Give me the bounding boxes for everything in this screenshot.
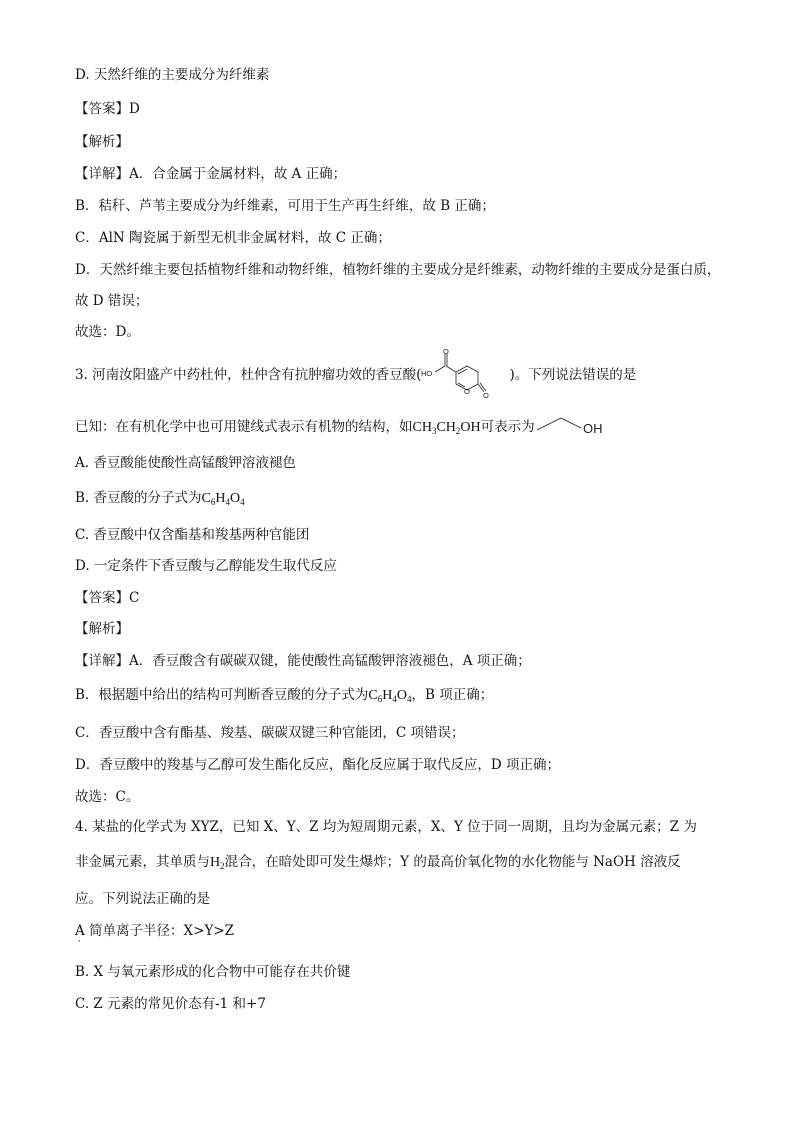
option-c-q4: C. Z 元素的常见价态有-1 和+7	[75, 996, 266, 1012]
h2-formula: $H_2$	[210, 855, 225, 871]
detail-q3-line-1: 【详解】A．香豆酸含有碳碳双键，能使酸性高锰酸钾溶液褪色，A 项正确；	[75, 653, 531, 669]
answer-label-q2: 【答案】D	[75, 101, 140, 117]
known-text-a: 已知：在有机化学中也可用键线式表示有机物的结构，如	[75, 419, 413, 435]
structure-ho: HO	[421, 369, 433, 378]
coumaric-formula-detail: $C_6H_4O_4$	[368, 688, 412, 704]
detail-q3-line-2: B．根据题中给出的结构可判断香豆酸的分子式为$C_6H_4O_4$，B 项正确；	[75, 687, 494, 704]
question-3	[75, 347, 637, 400]
option-b-q3: B. 香豆酸的分子式为$C_6H_4O_4$	[75, 490, 245, 507]
analysis-label-q2: 【解析】	[75, 134, 129, 150]
option-d-q3: D. 一定条件下香豆酸与乙醇能发生取代反应	[75, 558, 337, 574]
question-3-text-a: 3. 河南汝阳盛产中药杜仲，杜仲含有抗肿瘤功效的香豆酸(	[75, 367, 422, 383]
answer-label-q3: 【答案】C	[75, 590, 140, 606]
structure-o-keto: O	[483, 391, 490, 400]
known-line	[75, 418, 609, 437]
coumaric-acid-svg	[421, 347, 509, 400]
skeletal-oh: OH	[582, 421, 603, 436]
detail-line-1: 【详解】A．合金属于金属材料，故 A 正确；	[75, 166, 347, 182]
ethanol-skeletal-structure	[535, 418, 609, 436]
structure-o-ring: O	[464, 387, 471, 396]
detail-line-5: 故 D 错误；	[75, 293, 149, 309]
detail-line-2: B．秸秆、芦苇主要成分为纤维素，可用于生产再生纤维，故 B 正确；	[75, 198, 495, 214]
ethanol-formula: $CH_3CH_2OH$	[412, 420, 481, 436]
ethanol-skeletal-svg	[535, 416, 609, 440]
option-a-q4-dot: ·	[78, 937, 81, 947]
structure-o-top: O	[443, 347, 450, 356]
option-b-q4: B. X 与氧元素形成的化合物中可能存在共价键	[75, 964, 351, 980]
question-4-line-1: 4. 某盐的化学式为 XYZ，已知 X、Y、Z 均为短周期元素，X、Y 位于同一周期，且均为金属元素；Z 为	[75, 819, 697, 835]
coumaric-acid-structure	[421, 347, 509, 400]
detail-q3-line-4: D．香豆酸中的羧基与乙醇可发生酯化反应，酯化反应属于取代反应，D 项正确；	[75, 757, 560, 773]
choose-line-q2: 故选：D。	[75, 324, 140, 340]
detail-q3-line-3: C．香豆酸中含有酯基、羧基、碳碳双键三种官能团，C 项错误；	[75, 725, 465, 741]
option-a-q4: A 简单离子半径：X>Y>Z	[75, 923, 235, 939]
known-text-b: 可表示为	[480, 419, 535, 435]
question-3-text-b: )。下列说法错误的是	[509, 367, 637, 383]
detail-line-4: D．天然纤维主要包括植物纤维和动物纤维，植物纤维的主要成分是纤维素，动物纤维的主要成分是蛋白质，	[75, 262, 721, 278]
option-c-q3: C. 香豆酸中仅含酯基和羧基两种官能团	[75, 527, 310, 543]
coumaric-formula-option: $C_6H_4O_4$	[201, 491, 245, 507]
question-4-line-3: 应。下列说法正确的是	[75, 891, 210, 907]
analysis-label-q3: 【解析】	[75, 621, 129, 637]
question-4-line-2: 非金属元素，其单质与$H_2$混合，在暗处即可发生爆炸；Y 的最高价氧化物的水化物能与 NaOH 溶液反	[75, 854, 681, 871]
detail-line-3: C．AlN 陶瓷属于新型无机非金属材料，故 C 正确；	[75, 230, 391, 246]
option-d-q2: D. 天然纤维的主要成分为纤维素	[75, 67, 270, 83]
option-a-q3: A. 香豆酸能使酸性高锰酸钾溶液褪色	[75, 455, 296, 471]
choose-line-q3: 故选：C。	[75, 789, 140, 805]
